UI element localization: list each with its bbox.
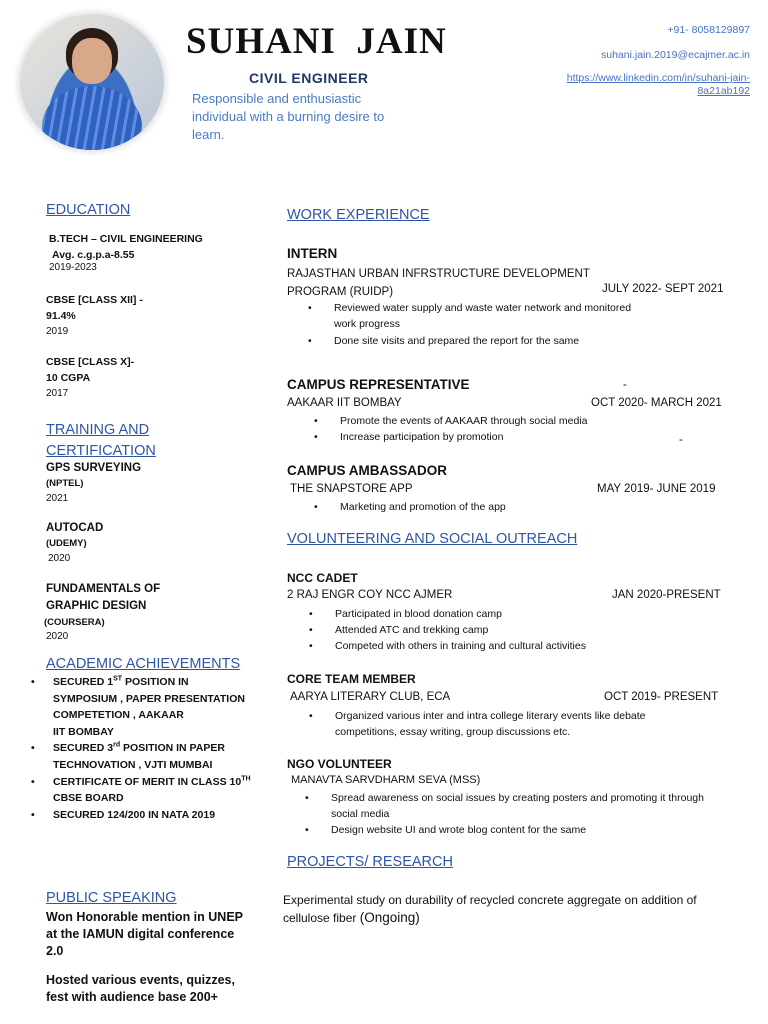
job-title: CIVIL ENGINEER bbox=[249, 70, 369, 86]
btech-years: 2019-2023 bbox=[49, 262, 97, 273]
xii-score: 91.4% bbox=[46, 310, 76, 322]
intern-title: INTERN bbox=[287, 246, 338, 261]
list-item: • Done site visits and prepared the report for the same bbox=[308, 333, 708, 349]
x-year: 2017 bbox=[46, 388, 69, 399]
training-name: AUTOCAD bbox=[46, 522, 104, 534]
campus-rep-date: OCT 2020- MARCH 2021 bbox=[591, 397, 722, 409]
education-x bbox=[46, 354, 134, 402]
x-score: 10 CGPA bbox=[46, 372, 91, 384]
achievements-heading: ACADEMIC ACHIEVEMENTS bbox=[46, 656, 241, 672]
intern-bullets bbox=[308, 300, 708, 349]
list-item: • SECURED 3rd POSITION IN PAPER TECHNOVATION , VJTI MUMBAI bbox=[31, 740, 251, 773]
tagline: Responsible and enthusiastic individual with a burning desire to learn. bbox=[192, 91, 385, 142]
list-item: • Reviewed water supply and waste water network and monitored work progress bbox=[308, 300, 708, 332]
list-item: • Increase participation by promotion bbox=[314, 429, 694, 445]
education-xii bbox=[46, 292, 143, 340]
training-item bbox=[46, 581, 160, 643]
training-name-line-1: FUNDAMENTALS OF bbox=[46, 583, 161, 595]
list-item: • Design website UI and wrote blog content for the same bbox=[305, 822, 755, 838]
btech-degree: B.TECH – CIVIL ENGINEERING bbox=[49, 233, 203, 245]
intern-org-line-2: PROGRAM (RUIDP) bbox=[287, 286, 394, 298]
ngo-org: MANAVTA SARVDHARM SEVA (MSS) bbox=[291, 774, 481, 786]
list-item: • Participated in blood donation camp bbox=[309, 606, 709, 622]
campus-rep-bullets bbox=[314, 413, 694, 445]
training-year: 2020 bbox=[46, 631, 69, 642]
campus-amb-title: CAMPUS AMBASSADOR bbox=[287, 463, 448, 478]
list-item: • CERTIFICATE OF MERIT IN CLASS 10TH CBSE BOARD bbox=[31, 774, 251, 807]
training-heading-line-1: TRAINING AND bbox=[46, 422, 150, 438]
xii-label: CBSE [CLASS XII] - bbox=[46, 294, 143, 306]
project-text-line-2: cellulose fiber bbox=[283, 911, 360, 925]
linkedin-line-1[interactable]: https://www.linkedin.com/in/suhani-jain- bbox=[566, 72, 750, 84]
linkedin-link[interactable] bbox=[567, 72, 750, 98]
training-year: 2021 bbox=[46, 493, 69, 504]
training-name: GPS SURVEYING bbox=[46, 462, 142, 474]
core-team-title: CORE TEAM MEMBER bbox=[287, 672, 416, 686]
intern-org-line-1: RAJASTHAN URBAN INFRSTRUCTURE DEVELOPMENT bbox=[287, 268, 590, 280]
ngo-title: NGO VOLUNTEER bbox=[287, 757, 392, 771]
campus-rep-title: CAMPUS REPRESENTATIVE bbox=[287, 377, 470, 392]
public-speaking-item: Won Honorable mention in UNEP at the IAMUN digital conference 2.0 bbox=[46, 910, 243, 958]
volunteering-heading: VOLUNTEERING AND SOCIAL OUTREACH bbox=[287, 531, 578, 547]
training-heading-line-2: CERTIFICATION bbox=[46, 443, 156, 459]
email-address[interactable]: suhani.jain.2019@ecajmer.ac.in bbox=[601, 49, 750, 61]
project-text-line-1: Experimental study on durability of recycled concrete aggregate on addition of bbox=[283, 893, 697, 907]
list-item: • SECURED 1ST POSITION IN SYMPOSIUM , PAPER PRESENTATION COMPETETION , AAKAAR IIT BOMBAY bbox=[31, 674, 251, 740]
training-provider: (COURSERA) bbox=[44, 617, 105, 628]
list-item: • Marketing and promotion of the app bbox=[314, 499, 694, 515]
ncc-bullets bbox=[309, 606, 709, 654]
achievements-list bbox=[31, 674, 251, 823]
btech-cgpa: Avg. c.g.p.a-8.55 bbox=[52, 249, 135, 261]
campus-amb-bullets bbox=[314, 499, 694, 515]
phone-number: +91- 8058129897 bbox=[667, 24, 750, 36]
training-heading bbox=[46, 420, 156, 462]
ngo-bullets bbox=[305, 790, 755, 838]
campus-rep-org: AAKAAR IIT BOMBAY bbox=[287, 397, 402, 409]
campus-rep-dash-2: - bbox=[679, 434, 683, 446]
core-team-bullets bbox=[309, 708, 739, 740]
ncc-org: 2 RAJ ENGR COY NCC AJMER bbox=[287, 589, 453, 601]
ncc-title: NCC CADET bbox=[287, 571, 358, 585]
training-year: 2020 bbox=[48, 553, 71, 564]
campus-rep-dash: - bbox=[623, 379, 627, 391]
linkedin-line-2[interactable]: 8a21ab192 bbox=[697, 85, 750, 97]
education-btech bbox=[49, 231, 203, 263]
x-label: CBSE [CLASS X]- bbox=[46, 356, 135, 368]
list-item: • Spread awareness on social issues by creating posters and promoting it through social media bbox=[305, 790, 755, 822]
training-item bbox=[46, 460, 141, 506]
work-experience-heading: WORK EXPERIENCE bbox=[287, 207, 430, 223]
xii-year: 2019 bbox=[46, 326, 69, 337]
intern-date: JULY 2022- SEPT 2021 bbox=[602, 283, 724, 295]
campus-amb-org: THE SNAPSTORE APP bbox=[290, 483, 413, 495]
intern-org bbox=[287, 265, 590, 301]
public-speaking-heading: PUBLIC SPEAKING bbox=[46, 890, 177, 906]
education-heading: EDUCATION bbox=[46, 202, 131, 218]
list-item: • Promote the events of AAKAAR through social media bbox=[314, 413, 694, 429]
campus-amb-date: MAY 2019- JUNE 2019 bbox=[597, 483, 716, 495]
list-item: • Organized various inter and intra college literary events like debate competitions, essay writing, group discussions etc. bbox=[309, 708, 739, 740]
training-provider: (NPTEL) bbox=[46, 478, 84, 489]
profile-photo bbox=[20, 14, 164, 150]
public-speaking-item: Hosted various events, quizzes, fest with audience base 200+ bbox=[46, 973, 235, 1004]
candidate-name: SUHANI JAIN bbox=[186, 21, 447, 62]
ncc-date: JAN 2020-PRESENT bbox=[612, 589, 721, 601]
core-team-date: OCT 2019- PRESENT bbox=[604, 691, 719, 703]
list-item: • Attended ATC and trekking camp bbox=[309, 622, 709, 638]
training-provider: (UDEMY) bbox=[46, 538, 87, 549]
list-item: • Competed with others in training and cultural activities bbox=[309, 638, 709, 654]
projects-heading: PROJECTS/ RESEARCH bbox=[287, 854, 453, 870]
core-team-org: AARYA LITERARY CLUB, ECA bbox=[290, 691, 451, 703]
project-status: (Ongoing) bbox=[359, 910, 420, 925]
list-item: • SECURED 124/200 IN NATA 2019 bbox=[31, 807, 251, 824]
project-description bbox=[283, 891, 753, 927]
training-item bbox=[46, 520, 103, 566]
training-name-line-2: GRAPHIC DESIGN bbox=[46, 600, 147, 612]
